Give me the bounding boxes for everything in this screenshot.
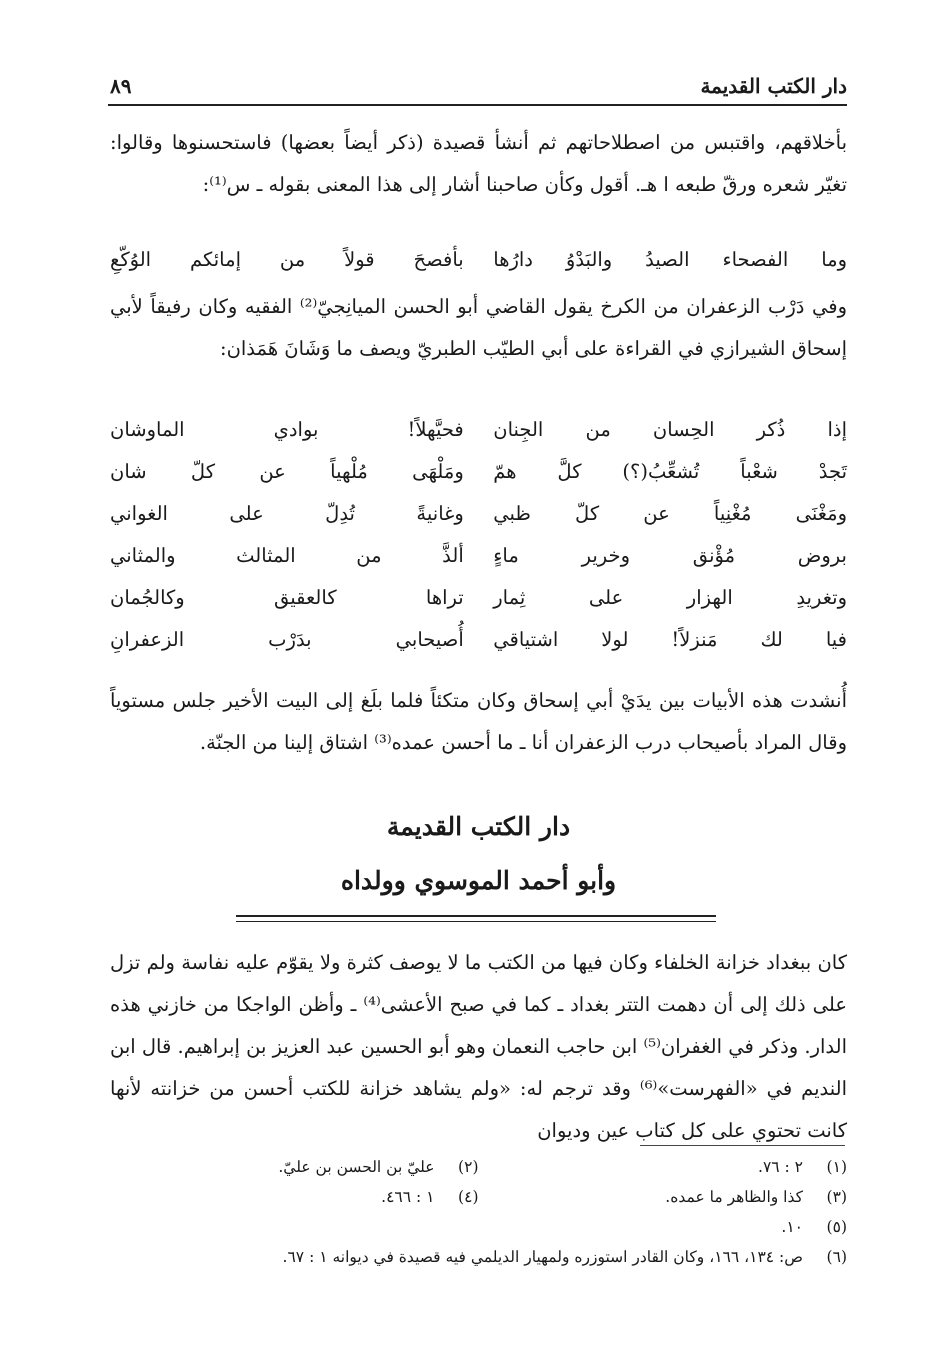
poem-second-hemistich: تراها كالعقيق وكالجُمان bbox=[110, 585, 464, 609]
footnote bbox=[110, 1188, 479, 1206]
footnote-text: ص: ١٣٤، ١٦٦، وكان القادر استوزره ولمهيار الديلمي فيه قصيدة في ديوانه ١ : ٦٧. bbox=[282, 1248, 803, 1266]
poem-first-hemistich: وتغريدِ الهزار على ثِمار bbox=[493, 585, 847, 609]
footnote-text: كذا والظاهر ما عمده. bbox=[665, 1188, 803, 1206]
footnote-text: ٢ : ٧٦. bbox=[758, 1158, 803, 1176]
poem-first-hemistich: بروض مُؤْنق وخرير ماءٍ bbox=[493, 543, 847, 567]
poem-second-hemistich: ومَلْهَى مُلْهياً عن كلّ شان bbox=[110, 459, 464, 483]
poem-second-hemistich: وغانيةً تُدِلّ على الغواني bbox=[110, 501, 464, 525]
poem-line bbox=[110, 578, 847, 616]
paragraph-3: أُنشدت هذه الأبيات بين يدَيْ أبي إسحاق وكان متكئاً فلما بلَغ إلى البيت الأخير جلس مستوياً وقال المراد بأصيحاب درب الزعفران أنا ـ ما أحسن عمده⁽³⁾ اشتاق إلينا من الجنّة. bbox=[110, 689, 847, 754]
footnote bbox=[479, 1158, 848, 1176]
header-rule bbox=[108, 104, 847, 106]
footnote-row bbox=[110, 1242, 847, 1272]
poem-line bbox=[110, 452, 847, 490]
poem-line bbox=[110, 536, 847, 574]
poem-line bbox=[110, 494, 847, 532]
section-title: دار الكتب القديمة bbox=[386, 812, 571, 841]
footnote-number: (٤) bbox=[458, 1188, 479, 1206]
poem-first-hemistich: إذا ذُكر الحِسان من الجِنان bbox=[493, 417, 847, 441]
footnote-number: (٢) bbox=[458, 1158, 479, 1176]
poem-first-hemistich: فيا لك مَنزلاً! لولا اشتياقي bbox=[493, 627, 847, 651]
poem-first-hemistich: ومَغْنَى مُغْنِياً عن كلّ ظبي bbox=[493, 501, 847, 525]
poem-line bbox=[110, 620, 847, 658]
footnote bbox=[110, 1158, 479, 1176]
footnote-row bbox=[110, 1212, 847, 1242]
footnote bbox=[479, 1218, 848, 1236]
footnote-text: ١ : ٤٦٦. bbox=[381, 1188, 435, 1206]
footnote-row bbox=[110, 1152, 847, 1182]
footnote-number: (١) bbox=[826, 1158, 847, 1176]
footnotes bbox=[110, 1152, 847, 1272]
footnote bbox=[479, 1188, 848, 1206]
footnote-number: (٦) bbox=[826, 1248, 847, 1266]
footnote-number: (٥) bbox=[826, 1218, 847, 1236]
running-title: دار الكتب القديمة bbox=[700, 74, 847, 98]
paragraph-2: وفي دَرْب الزعفران من الكرخ يقول القاضي أبو الحسن الميانِجيّ⁽²⁾ الفقيه وكان رفيقاً لأبي إسحاق الشيرازي في القراءة على أبي الطيّب الطبريّ ويصف ما وَشَانَ هَمَذان: bbox=[110, 295, 847, 360]
footnote-number: (٣) bbox=[826, 1188, 847, 1206]
poem-first-hemistich: تَجدْ شعْباً تُشعِّبُ(؟) كلَّ همّ bbox=[493, 459, 847, 483]
poem-second-hemistich: ألذَّ من المثالث والمثاني bbox=[110, 543, 464, 567]
paragraph-4: كان ببغداد خزانة الخلفاء وكان فيها من الكتب ما لا يوصف كثرة ولا يقوّم عليه نفاسة ولم تزل على ذلك إلى أن دهمت التتر بغداد ـ كما في صبح الأعشى⁽⁴⁾ ـ وأظن الواجكا من خازني هذه الدار. وذكر في الغفران⁽⁵⁾ ابن حاجب النعمان وهو أبو الحسين عبد العزيز بن إبراهيم. قال ابن النديم في «الفهرست»⁽⁶⁾ وقد ترجم له: «ولم يشاهد خزانة للكتب أحسن من خزانته لأنها كانت تحتوي على كل كتاب عين وديوان bbox=[110, 951, 848, 1142]
footnote-text: عليّ بن الحسن بن عليّ. bbox=[278, 1158, 435, 1176]
verse-first-hemistich: وما الفصحاء الصيدُ والبَدْوُ دارُها bbox=[493, 247, 847, 271]
footnote-text: ١٠. bbox=[781, 1218, 803, 1236]
poem-second-hemistich: فحيَّهلاً! بوادي الماوشان bbox=[110, 417, 464, 441]
poem-line bbox=[110, 410, 847, 448]
page-number: ٨٩ bbox=[110, 74, 132, 98]
footnote bbox=[110, 1248, 847, 1266]
verse-second-hemistich: بأفصحَ قولاً من إمائكم الوُكّعِ bbox=[110, 247, 464, 271]
poem-second-hemistich: أُصيحابي بدَرْب الزعفرانِ bbox=[110, 627, 464, 651]
paragraph-1: بأخلاقهم، واقتبس من اصطلاحاتهم ثم أنشأ قصيدة (ذكر أيضاً بعضها) فاستحسنوها وقالوا: تغيّر شعره ورقّ طبعه ا هـ. أقول وكأن صاحبنا أشار إلى هذا المعنى بقوله ـ س⁽¹⁾: bbox=[110, 131, 847, 196]
footnote-rule bbox=[640, 1145, 845, 1146]
section-subtitle: وأبو أحمد الموسوي وولداه bbox=[340, 866, 617, 895]
running-header bbox=[110, 58, 847, 98]
verse-line bbox=[110, 240, 847, 278]
footnote-row bbox=[110, 1182, 847, 1212]
section-title-rule bbox=[236, 915, 716, 922]
